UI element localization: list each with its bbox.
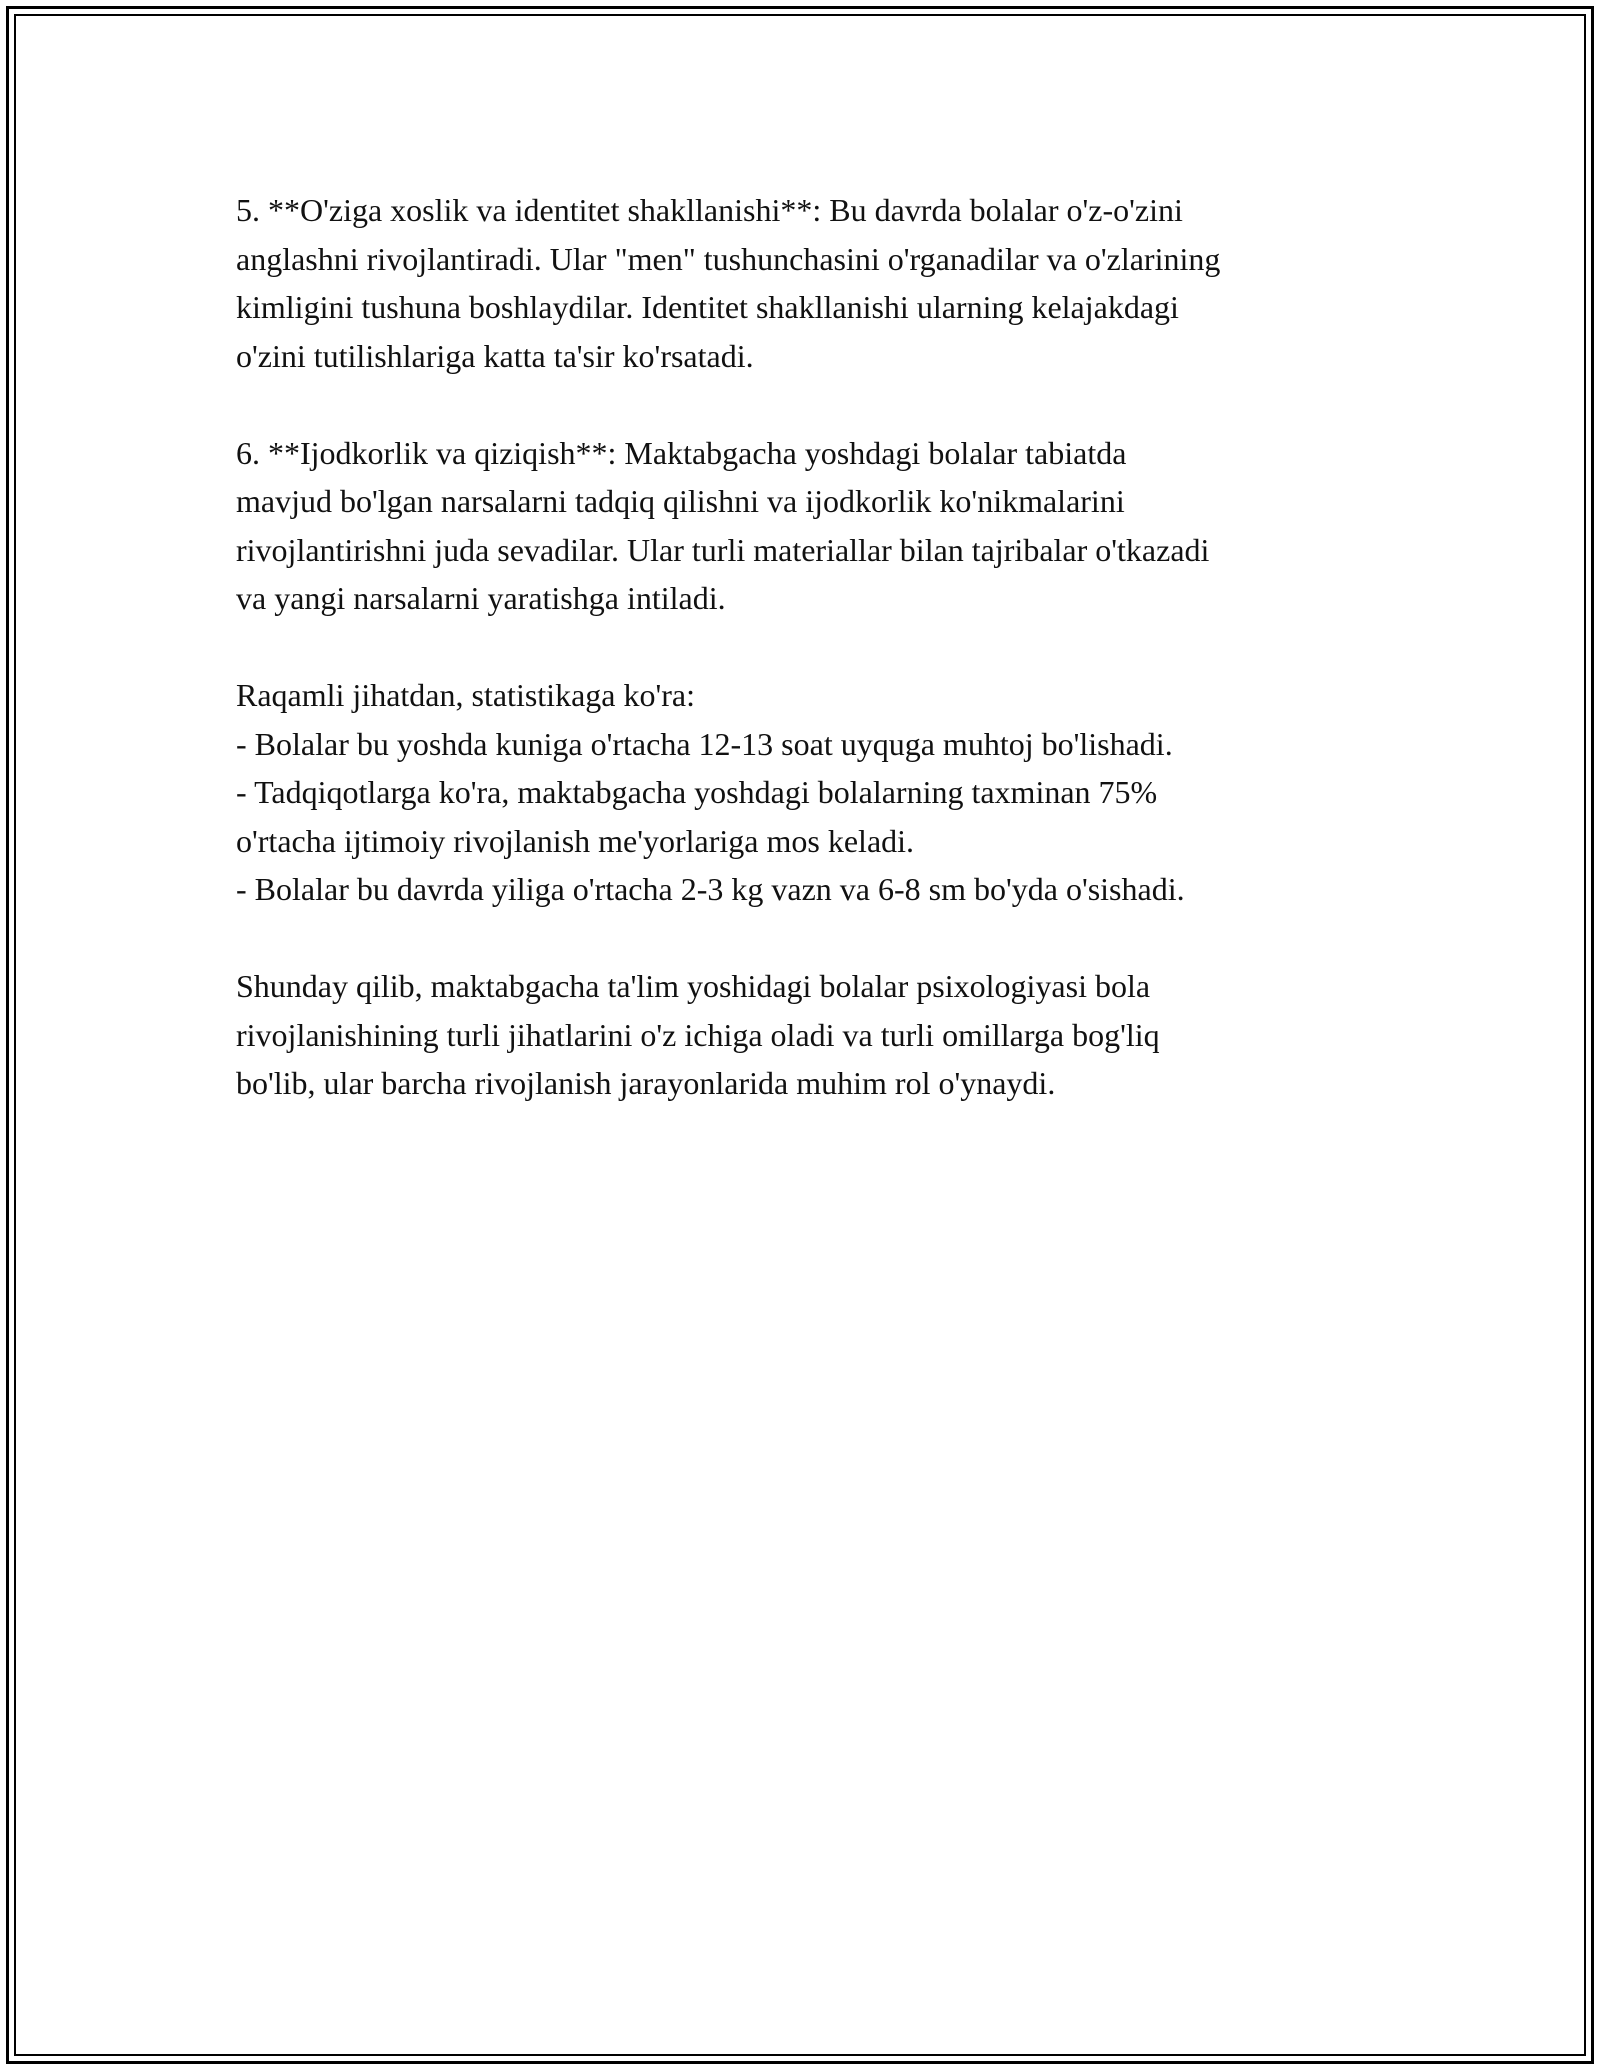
- text-line: rivojlantirishni juda sevadilar. Ular turli materiallar bilan tajribalar o'tkazadi: [236, 531, 1210, 568]
- list-item: - Bolalar bu davrda yiliga o'rtacha 2-3 kg vazn va 6-8 sm bo'yda o'sishadi.: [236, 871, 1185, 907]
- text-line: kimligini tushuna boshlaydilar. Identitet shakllanishi ularning kelajakdagi: [236, 289, 1179, 325]
- text-line: o'rtacha ijtimoiy rivojlanish me'yorlariga mos keladi.: [236, 822, 915, 859]
- paragraph-conclusion: [236, 962, 1396, 1108]
- paragraph-gap: [236, 914, 1396, 963]
- text-line: va yangi narsalarni yaratishga intiladi.: [236, 580, 726, 616]
- paragraph-section-6: [236, 429, 1396, 623]
- text-line: o'zini tutilishlariga katta ta'sir ko'rsatadi.: [236, 337, 754, 374]
- paragraph-gap: [236, 380, 1396, 429]
- text-line: rivojlanishining turli jihatlarini o'z ichiga oladi va turli omillarga bog'liq: [236, 1016, 1160, 1053]
- document-body: [236, 186, 1396, 1108]
- list-item: - Tadqiqotlarga ko'ra, maktabgacha yoshdagi bolalarning taxminan 75%: [236, 774, 1158, 810]
- list-item: - Bolalar bu yoshda kuniga o'rtacha 12-13 soat uyquga muhtoj bo'lishadi.: [236, 725, 1173, 762]
- paragraph-gap: [236, 623, 1396, 672]
- text-line: Raqamli jihatdan, statistikaga ko'ra:: [236, 677, 695, 713]
- text-line: 6. **Ijodkorlik va qiziqish**: Maktabgacha yoshdagi bolalar tabiatda: [236, 434, 1127, 471]
- text-line: mavjud bo'lgan narsalarni tadqiq qilishni va ijodkorlik ko'nikmalarini: [236, 483, 1125, 519]
- paragraph-section-5: [236, 186, 1396, 380]
- text-line: 5. **O'ziga xoslik va identitet shakllanishi**: Bu davrda bolalar o'z-o'zini: [236, 192, 1183, 228]
- text-line: bo'lib, ular barcha rivojlanish jarayonlarida muhim rol o'ynaydi.: [236, 1065, 1056, 1101]
- paragraph-statistics: [236, 671, 1396, 914]
- text-line: Shunday qilib, maktabgacha ta'lim yoshidagi bolalar psixologiyasi bola: [236, 968, 1151, 1004]
- text-line: anglashni rivojlantiradi. Ular "men" tushunchasini o'rganadilar va o'zlarining: [236, 240, 1221, 277]
